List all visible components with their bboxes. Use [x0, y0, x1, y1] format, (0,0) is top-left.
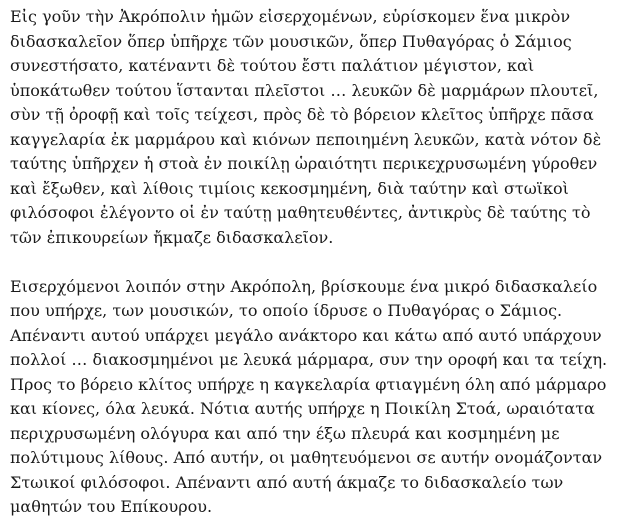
paragraph-line: περιχρυσωμένη ολόγυρα και από την έξω πλευρά και κοσμημένη με [10, 423, 560, 443]
paragraph-line: μαθητών του Επίκουρου. [10, 497, 213, 516]
paragraph-line: ὑποκάτωθεν τούτου ἵστανται πλεῖστοι … λευκῶν δὲ μαρμάρων πλουτεῖ, [10, 80, 599, 100]
paragraph-line: Εισερχόμενοι λοιπόν στην Ακρόπολη, βρίσκουμε ένα μικρό διδασκαλείο [10, 276, 598, 296]
document-page [10, 5, 636, 520]
paragraph-line: καγγελαρία ἐκ μαρμάρου καὶ κιόνων πεποιημένη λευκῶν, κατὰ νότον δὲ [10, 129, 602, 149]
modern-greek-paragraph [10, 275, 636, 520]
paragraph-line: Εἰς γοῦν τὴν Ἀκρόπολιν ἡμῶν εἰσερχομένων, εὑρίσκομεν ἕνα μικρὸν [10, 7, 571, 26]
paragraph-line: διδασκαλεῖον ὅπερ ὑπῆρχε τῶν μουσικῶν, ὅπερ Πυθαγόρας ὁ Σάμιος [10, 31, 572, 51]
paragraph-line: συνεστήσατο, κατέναντι δὲ τούτου ἔστι παλάτιον μέγιστον, καὶ [10, 56, 535, 75]
ancient-greek-paragraph [10, 5, 636, 250]
paragraph-line: και κίονες, όλα λευκά. Νότια αυτής υπήρχε η Ποικίλη Στοά, ωραιότατα [10, 399, 595, 418]
paragraph-spacer [10, 250, 636, 275]
paragraph-line: Προς το βόρειο κλίτος υπήρχε η καγκελαρία φτιαγμένη όλη από μάρμαρο [10, 374, 607, 394]
paragraph-line: Απέναντι αυτού υπάρχει μεγάλο ανάκτορο και κάτω από αυτό υπάρχουν [10, 325, 602, 345]
paragraph-line: ταύτης ὑπῆρχεν ἡ στοὰ ἐν ποικίλῃ ὡραιότητι περικεχρυσωμένη γύροθεν [10, 154, 598, 173]
paragraph-line: καὶ ἔξωθεν, καὶ λίθοις τιμίοις κεκοσμημένη, διὰ ταύτην καὶ στωϊκοὶ [10, 178, 569, 198]
paragraph-line: σὺν τῇ ὀροφῇ καὶ τοῖς τείχεσι, πρὸς δὲ τὸ βόρειον κλεῖτος ὑπῆρχε πᾶσα [10, 105, 594, 124]
paragraph-line: που υπήρχε, των μουσικών, το οποίο ίδρυσε ο Πυθαγόρας ο Σάμιος. [10, 301, 563, 320]
paragraph-line: φιλόσοφοι ἐλέγοντο οἱ ἐν ταύτῃ μαθητευθέντες, ἀντικρὺς δὲ ταύτης τὸ [10, 203, 591, 222]
paragraph-line: πολλοί … διακοσμημένοι με λευκά μάρμαρα, συν την οροφή και τα τείχη. [10, 350, 608, 369]
paragraph-line: Στωικοί φιλόσοφοι. Απέναντι από αυτή άκμαζε το διδασκαλείο των [10, 472, 564, 492]
paragraph-line: πολύτιμους λίθους. Από αυτήν, οι μαθητευόμενοι σε αυτήν ονομάζονταν [10, 448, 603, 467]
paragraph-line: τῶν ἐπικουρείων ἤκμαζε διδασκαλεῖον. [10, 227, 334, 247]
